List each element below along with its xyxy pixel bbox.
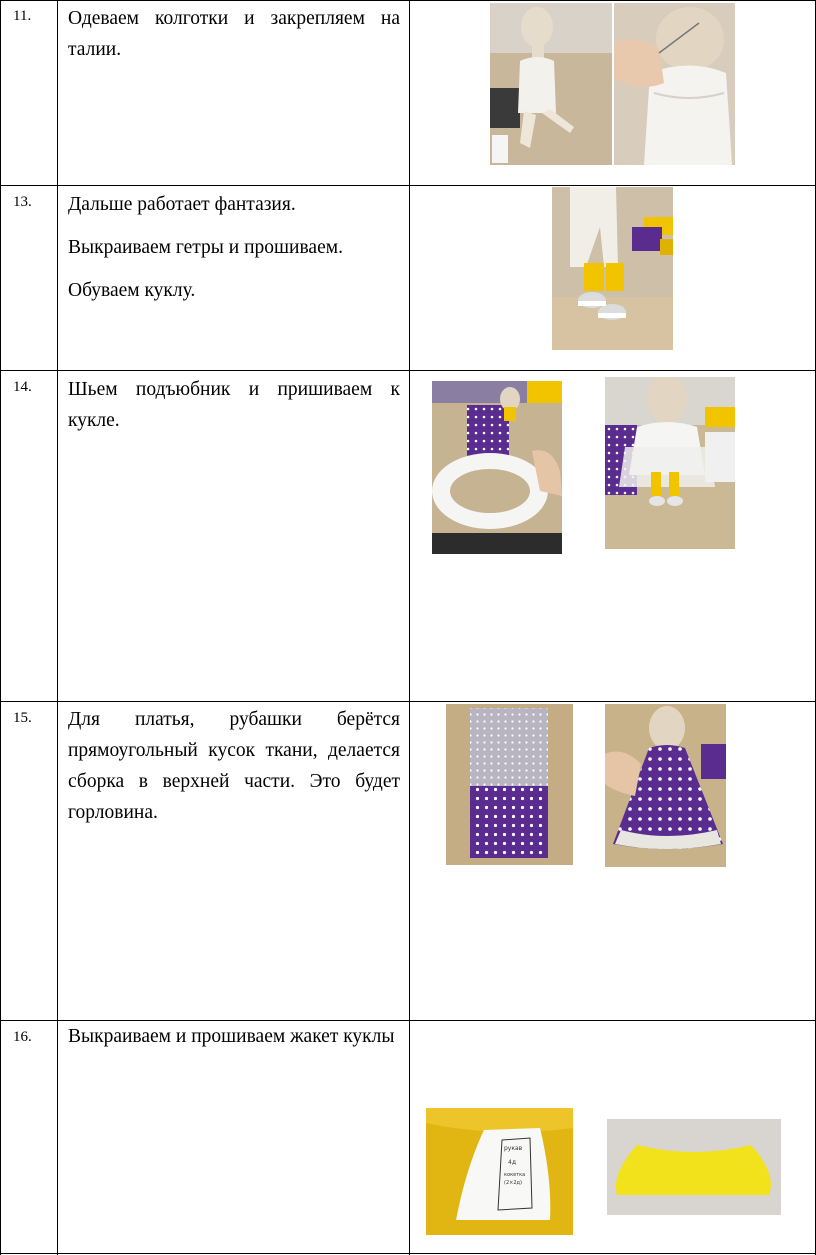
column-border [57,0,58,1255]
row-border [0,370,816,371]
pattern-note-line: 4д [508,1159,516,1166]
sewing-tights-photo [614,3,735,165]
row-border [0,0,816,1]
step-paragraph: Одеваем колготки и закрепляем на талии. [68,8,400,60]
step-paragraph: Шьем подъюбник и пришиваем к кукле. [68,379,400,431]
step-number: 15. [13,710,32,726]
doll-legs-with-shoes-photo [552,187,673,350]
step-text [68,189,400,318]
row-border [0,701,816,702]
doll-in-tights-photo [490,3,612,165]
step-paragraph: Выкраиваем гетры и прошиваем. [68,237,343,258]
doll-with-petticoat-photo [605,377,735,549]
paper-pattern-photo [426,1108,573,1235]
pattern-note-line: рукав [504,1145,523,1152]
pattern-note-line: (2×2д) [504,1180,522,1186]
row-border [0,185,816,186]
yellow-felt-piece-photo [607,1119,781,1215]
column-border [409,0,410,1255]
step-text [68,3,400,77]
doll-in-polka-dot-dress-photo [605,704,726,867]
step-text [68,704,400,840]
step-text [68,1021,400,1064]
step-number: 14. [13,379,32,395]
pattern-note-line: кокетка [504,1172,526,1178]
row-border [0,1253,816,1254]
step-paragraph: Выкраиваем и прошиваем жакет куклы [68,1026,395,1047]
step-paragraph: Дальше работает фантазия. [68,194,296,215]
step-number: 13. [13,194,32,210]
step-text [68,374,400,448]
step-paragraph: Для платья, рубашки берётся прямоугольный кусок ткани, делается сборка в верхней части. Это будет горловина. [68,709,400,823]
tulle-petticoat-photo [432,381,562,554]
step-paragraph: Обуваем куклу. [68,280,196,301]
column-border [0,0,1,1255]
step-number: 16. [13,1029,32,1045]
step-number: 11. [13,8,32,24]
fabric-rectangle-photo [446,704,573,865]
